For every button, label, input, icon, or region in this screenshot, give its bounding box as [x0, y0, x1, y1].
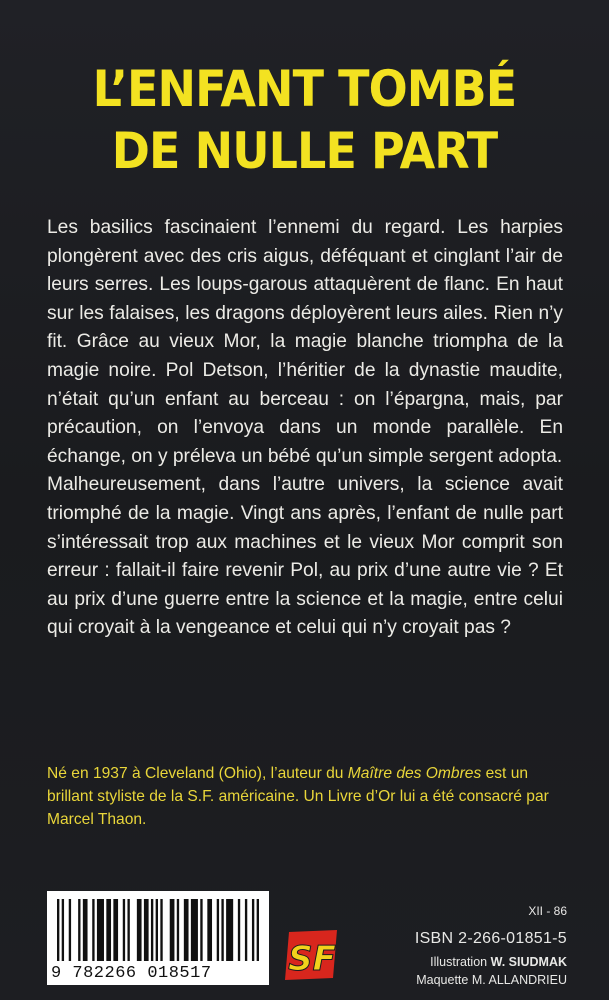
- synopsis: [47, 214, 563, 643]
- maquette-credit: Maquette M. ALLANDRIEU: [416, 973, 567, 987]
- barcode-bar-17: [177, 899, 179, 961]
- barcode-bar-1: [62, 899, 64, 961]
- barcode-bar-16: [170, 899, 175, 961]
- barcode-bar-0: [57, 899, 59, 961]
- book-title: [24, 58, 584, 182]
- barcode-bar-18: [184, 899, 189, 961]
- barcode-bar-12: [144, 899, 149, 961]
- barcode-bar-6: [97, 899, 104, 961]
- barcode-bar-10: [127, 899, 129, 961]
- barcode-bar-9: [123, 899, 125, 961]
- sf-logo: [283, 928, 341, 982]
- bio-book-title: Maître des Ombres: [347, 765, 482, 782]
- bio-text-end: est un brillant styliste de la S.F. américaine. Un Livre d’Or lui a été consacré par Marcel Thaon.: [47, 765, 549, 828]
- barcode: [47, 891, 269, 985]
- barcode-bar-8: [113, 899, 118, 961]
- author-bio: [47, 762, 567, 831]
- synopsis-paragraph-1: Les basilics fascinaient l’ennemi du regard. Les harpies plongèrent avec des cris aigus, déféquant et cinglant l’air de leurs serres. Les loups-garous attaquèrent de flanc. En haut sur les falaises, les dragons déployèrent leurs ailes. Rien n’y fit. Grâce au vieux Mor, la magie blanche triompha de la magie noire. Pol Detson, l’héritier de la dynastie maudite, n’était qu’un enfant au berceau : on l’épargna, mais, par précaution, on l’envoya dans un monde parallèle. En échange, on y préleva un bébé qu’un simple sergent adopta.: [47, 217, 563, 467]
- illustration-credit: [430, 955, 567, 969]
- barcode-bar-5: [92, 899, 94, 961]
- synopsis-paragraph-2: Malheureusement, dans l’autre univers, la science avait triomphé de la magie. Vingt ans après, l’enfant de nulle part s’intéressait trop aux machines et le vieux Mor comprit son erreur : fallait-il faire revenir Pol, au prix d’une autre vie ? Et au prix d’une guerre entre la science et la magie, entre celui qui croyait à la vengeance et celui qui n’y croyait pas ?: [47, 474, 563, 639]
- barcode-bar-15: [160, 899, 162, 961]
- barcode-bar-28: [257, 899, 259, 961]
- barcode-bar-14: [156, 899, 158, 961]
- barcode-bar-2: [69, 899, 71, 961]
- title-line-1: L’ENFANT TOMBÉ: [92, 60, 517, 118]
- barcode-bar-22: [217, 899, 219, 961]
- bio-text-start: Né en 1937 à Cleveland (Ohio), l’auteur du: [47, 765, 348, 782]
- barcode-bar-20: [200, 899, 202, 961]
- barcode-bar-11: [137, 899, 142, 961]
- barcode-bar-25: [238, 899, 240, 961]
- isbn: ISBN 2-266-01851-5: [414, 930, 567, 947]
- barcode-bar-26: [245, 899, 247, 961]
- barcode-bars: [57, 899, 259, 961]
- barcode-bar-27: [252, 899, 254, 961]
- title-line-2: DE NULLE PART: [111, 122, 498, 180]
- barcode-bar-7: [106, 899, 111, 961]
- barcode-digits: 9 782266 018517: [51, 964, 212, 983]
- barcode-bar-21: [207, 899, 212, 961]
- edition-code: XII - 86: [528, 904, 567, 918]
- sf-logo-text: SF: [288, 939, 336, 979]
- barcode-bar-13: [151, 899, 153, 961]
- barcode-bar-4: [83, 899, 88, 961]
- barcode-bar-19: [191, 899, 198, 961]
- barcode-bar-24: [226, 899, 233, 961]
- illustrator-name: W. SIUDMAK: [490, 955, 567, 969]
- barcode-bar-3: [78, 899, 80, 961]
- barcode-bar-23: [221, 899, 223, 961]
- illustration-label: Illustration: [430, 955, 488, 969]
